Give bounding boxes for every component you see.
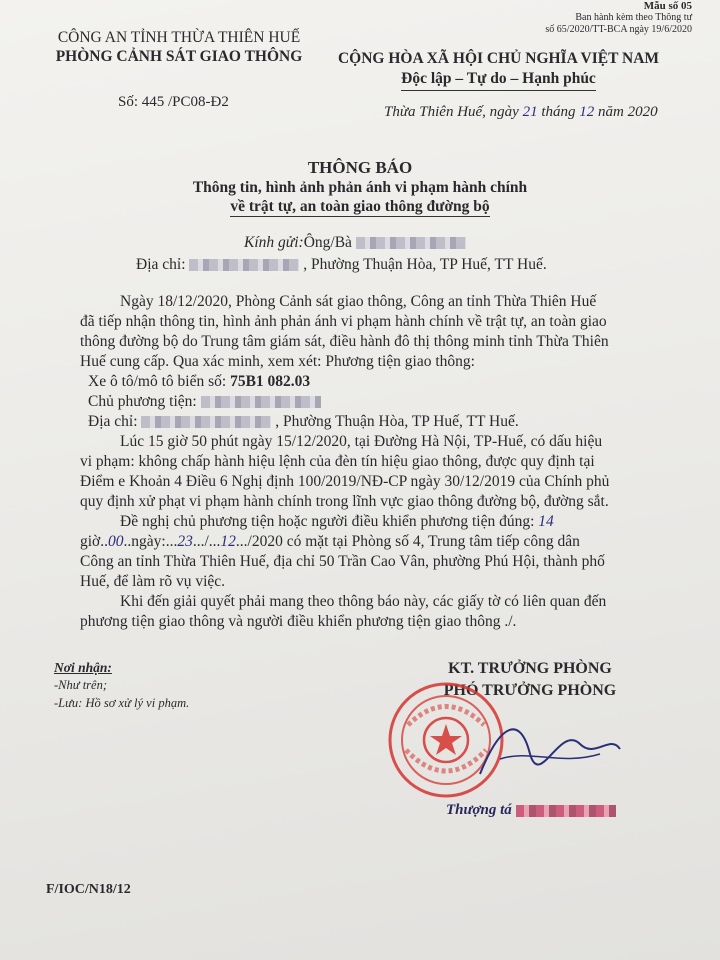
- vehicle-owner-line: Chủ phương tiện:: [80, 392, 609, 412]
- recipients-block: [54, 660, 189, 712]
- date-line: Thừa Thiên Huế, ngày 21 tháng 12 năm 2020: [384, 104, 658, 120]
- agency-header: [54, 28, 304, 66]
- date-month: 12: [579, 104, 595, 120]
- recipient-line: Kính gửi:Ông/Bà: [244, 234, 466, 252]
- recipients-title: Nơi nhận:: [54, 660, 112, 675]
- form-circular-line: số 65/2020/TT-BCA ngày 19/6/2020: [545, 24, 692, 35]
- document-title: THÔNG BÁO: [307, 158, 413, 177]
- agency-name: PHÒNG CẢNH SÁT GIAO THÔNG: [55, 48, 303, 65]
- appointment-line: Đề nghị chủ phương tiện hoặc người điều khiển phương tiện đúng: 14: [120, 513, 554, 530]
- form-code: F/IOC/N18/12: [46, 882, 131, 897]
- agency-parent: CÔNG AN TỈNH THỪA THIÊN HUẾ: [57, 29, 301, 46]
- signatory-rank: Thượng tá: [446, 802, 616, 819]
- redacted-name: [356, 237, 466, 249]
- form-tag: [545, 0, 692, 36]
- document-reference: Số: 445 /PC08-Đ2: [118, 94, 229, 110]
- national-motto: Độc lập – Tự do – Hạnh phúc: [401, 69, 596, 91]
- recipient-address: Địa chỉ: , Phường Thuận Hòa, TP Huế, TT Huế.: [136, 256, 547, 273]
- handwritten-signature: [470, 694, 630, 804]
- signatory-title: KT. TRƯỞNG PHÒNG: [448, 660, 612, 677]
- notice-body: Ngày 18/12/2020, Phòng Cảnh sát giao thông, Công an tỉnh Thừa Thiên Huế đã tiếp nhận thông tin, hình ảnh phản ánh vi phạm hành chính về trật tự, an toàn giao thông đường bộ do Trung tâm giám sát, điều hành đô thị thông minh tỉnh Thừa Thiên Huế cung cấp. Qua xác minh, xem xét: Phương tiện giao thông: Xe ô tô/mô tô biển số: 75B1 082.03 Chủ phương tiện: Địa chỉ: , Phường Thuận Hòa, TP Huế, TT Huế. Lúc 15 giờ 50 phút ngày 15/12/2020, tại Đường Hà Nội, TP-Huế, có dấu hiệu vi phạm: không chấp hành hiệu lệnh của đèn tín hiệu giao thông, được quy định tại Điểm e Khoản 4 Điều 6 Nghị định 100/2019/NĐ-CP ngày 30/12/2019 của Chính phủ quy định xử phạt vi phạm hành chính trong lĩnh vực giao thông đường bộ, đường sắt. Đề nghị chủ phương tiện hoặc người điều khiển phương tiện đúng: 14 giờ..00..ngày:...23.../...12.../2020 có mặt tại Phòng số 4, Trung tâm tiếp công dân Công an tỉnh Thừa Thiên Huế, địa chỉ 50 Trần Cao Vân, phường Phú Hội, thành phố Huế, để làm rõ vụ việc. Khi đến giải quyết phải mang theo thông báo này, các giấy tờ có liên quan đến phương tiện giao thông và người điều khiển phương tiện giao thông ./.: [80, 293, 610, 630]
- redacted-address: [189, 259, 299, 271]
- recipients-item: -Lưu: Hồ sơ xử lý vi phạm.: [54, 696, 190, 710]
- signatory-subtitle: PHÓ TRƯỞNG PHÒNG: [443, 682, 617, 699]
- recipients-item: -Như trên;: [54, 678, 107, 692]
- redacted-signatory: [516, 805, 616, 817]
- form-number: Mẫu số 05: [643, 0, 692, 12]
- document-subtitle: Thông tin, hình ảnh phản ánh vi phạm hành chính về trật tự, an toàn giao thông đường bộ: [192, 179, 528, 215]
- national-name: CỘNG HÒA XÃ HỘI CHỦ NGHĨA VIỆT NAM: [337, 50, 660, 67]
- form-issued-line: Ban hành kèm theo Thông tư: [575, 12, 692, 23]
- owner-address-line: Địa chỉ: , Phường Thuận Hòa, TP Huế, TT Huế.: [88, 413, 519, 430]
- appointment-datetime: giờ..00..ngày:...23.../...12.../2020 có mặt tại Phòng số 4, Trung tâm tiếp công dân: [80, 533, 580, 550]
- national-header: [336, 49, 661, 91]
- date-day: 21: [522, 104, 538, 120]
- vehicle-plate-line: Xe ô tô/mô tô biển số: 75B1 082.03: [88, 373, 311, 390]
- redacted-owner-address: [141, 416, 271, 428]
- redacted-owner: [201, 396, 321, 408]
